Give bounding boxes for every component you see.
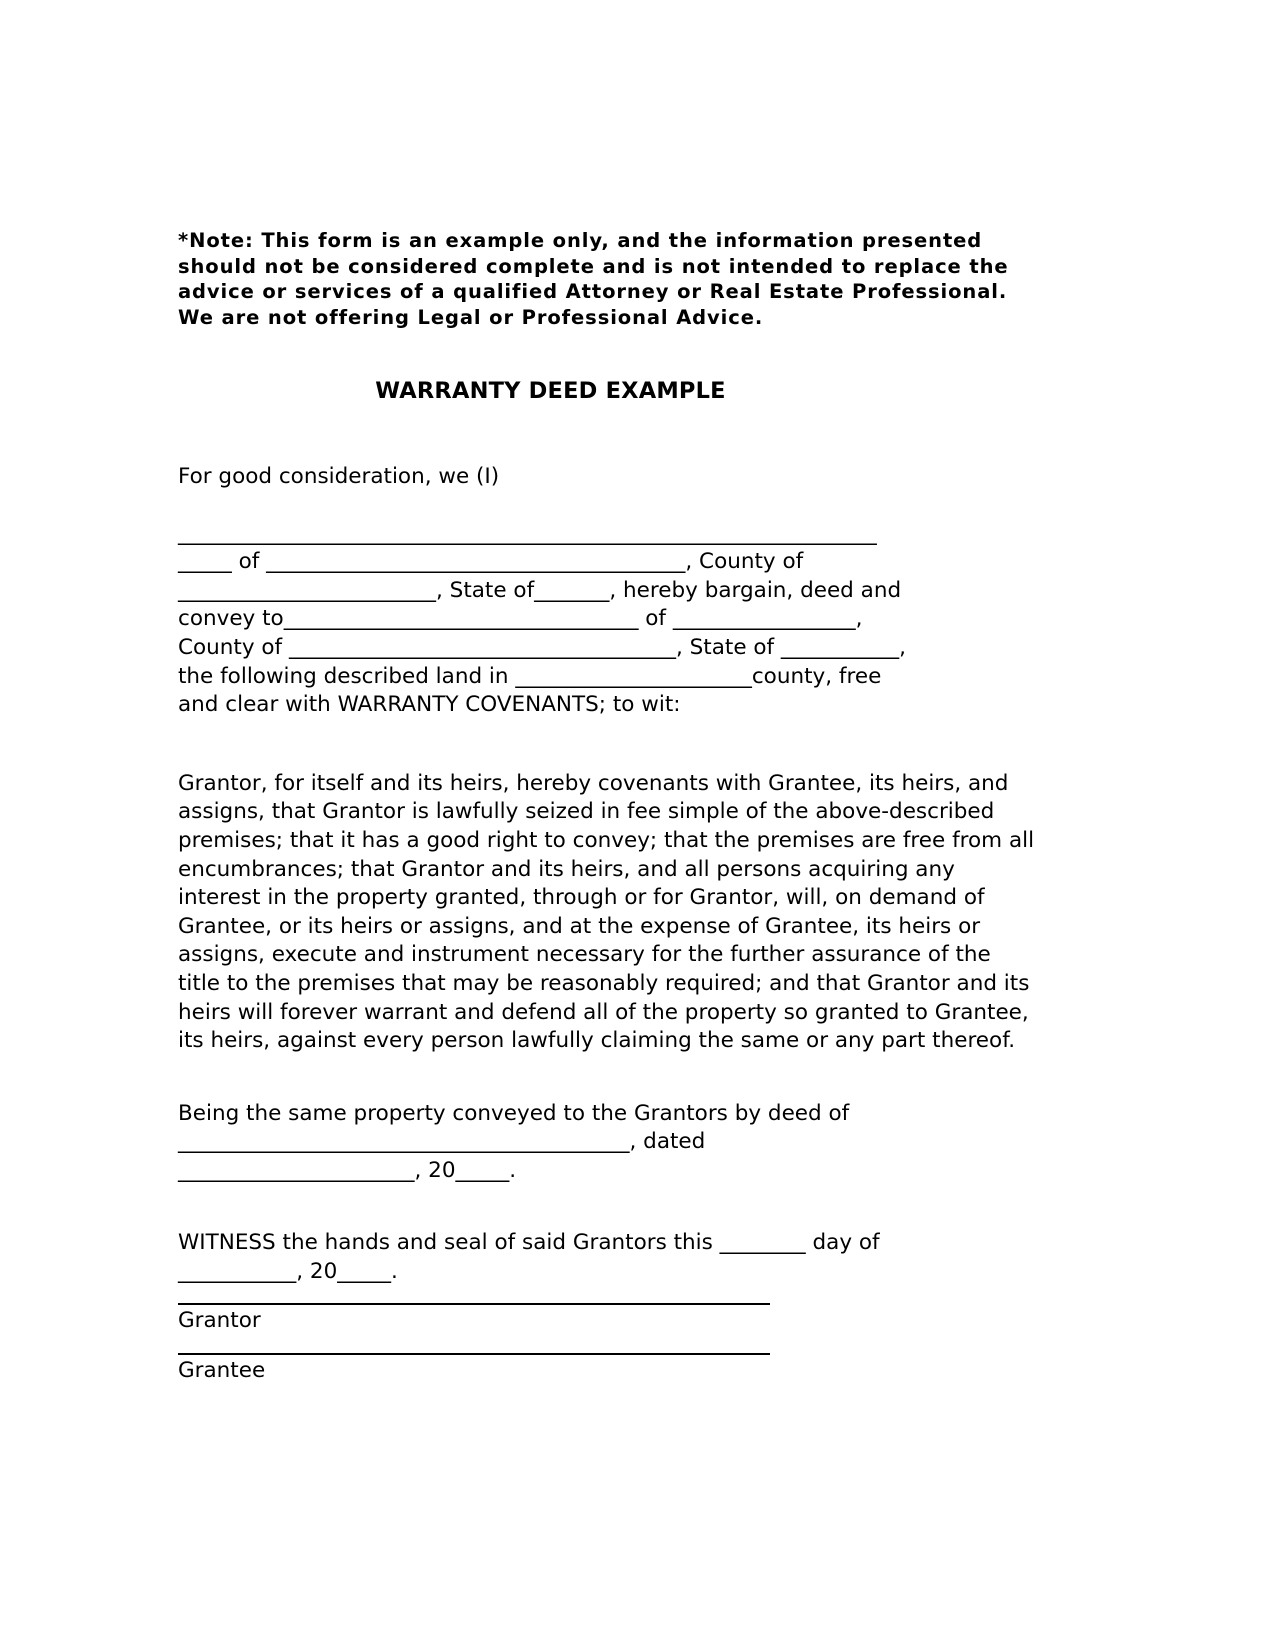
same-property-line-2[interactable]: __________________________________________, dated [178,1129,706,1155]
fill-blank-line-1[interactable]: _________________________________________________________________ [178,520,877,546]
same-property-block [178,1100,1036,1186]
fill-blank-line-7: and clear with WARRANTY COVENANTS; to wit: [178,692,681,718]
fill-blank-line-4[interactable]: convey to_________________________________ of _________________, [178,606,863,632]
page-title-container [178,378,923,405]
fill-blank-line-6[interactable]: the following described land in ______________________county, free [178,663,882,689]
fill-in-clause-block [178,520,1036,720]
same-property-line-1: Being the same property conveyed to the Grantors by deed of [178,1100,850,1126]
grantor-signature-block [178,1303,1036,1336]
witness-line-1[interactable]: WITNESS the hands and seal of said Grantors this ________ day of [178,1230,880,1256]
page-title: WARRANTY DEED EXAMPLE [375,378,726,404]
fill-blank-line-3[interactable]: ________________________, State of_______, hereby bargain, deed and [178,577,902,603]
grantor-signature-line[interactable] [178,1303,770,1305]
same-property-line-3[interactable]: ______________________, 20_____. [178,1157,517,1183]
covenant-paragraph: Grantor, for itself and its heirs, hereby covenants with Grantee, its heirs, and assigns, that Grantor is lawfully seized in fee simple of the above-described premises; that it has a good right to convey; that the premises are free from all encumbrances; that Grantor and its heirs, and all persons acquiring any interest in the property granted, through or for Grantor, will, on demand of Grantee, or its heirs or assigns, and at the expense of Grantee, its heirs or assigns, execute and instrument necessary for the further assurance of the title to the premises that may be reasonably required; and that Grantor and its heirs will forever warrant and defend all of the property so granted to Grantee, its heirs, against every person lawfully claiming the same or any part thereof. [178,770,1035,1054]
grantee-signature-label: Grantee [178,1358,266,1384]
fill-blank-line-5[interactable]: County of ____________________________________, State of ___________, [178,634,907,660]
disclaimer-note: *Note: This form is an example only, and the information presented should not be considered complete and is not intended to replace the advice or services of a qualified Attorney or Real Estate Professional. We are not offering Legal or Professional Advice. [178,229,1009,329]
lead-text-block [178,463,1036,492]
grantee-signature-line[interactable] [178,1353,770,1355]
document-content [178,228,1036,1386]
grantor-signature-label: Grantor [178,1307,261,1333]
witness-block [178,1229,1036,1286]
grantee-signature-block [178,1353,1036,1386]
witness-line-2[interactable]: ___________, 20_____. [178,1259,398,1285]
covenant-paragraph-block [178,770,1036,1056]
fill-blank-line-2[interactable]: _____ of _______________________________________, County of [178,549,804,575]
lead-text: For good consideration, we (I) [178,464,500,489]
